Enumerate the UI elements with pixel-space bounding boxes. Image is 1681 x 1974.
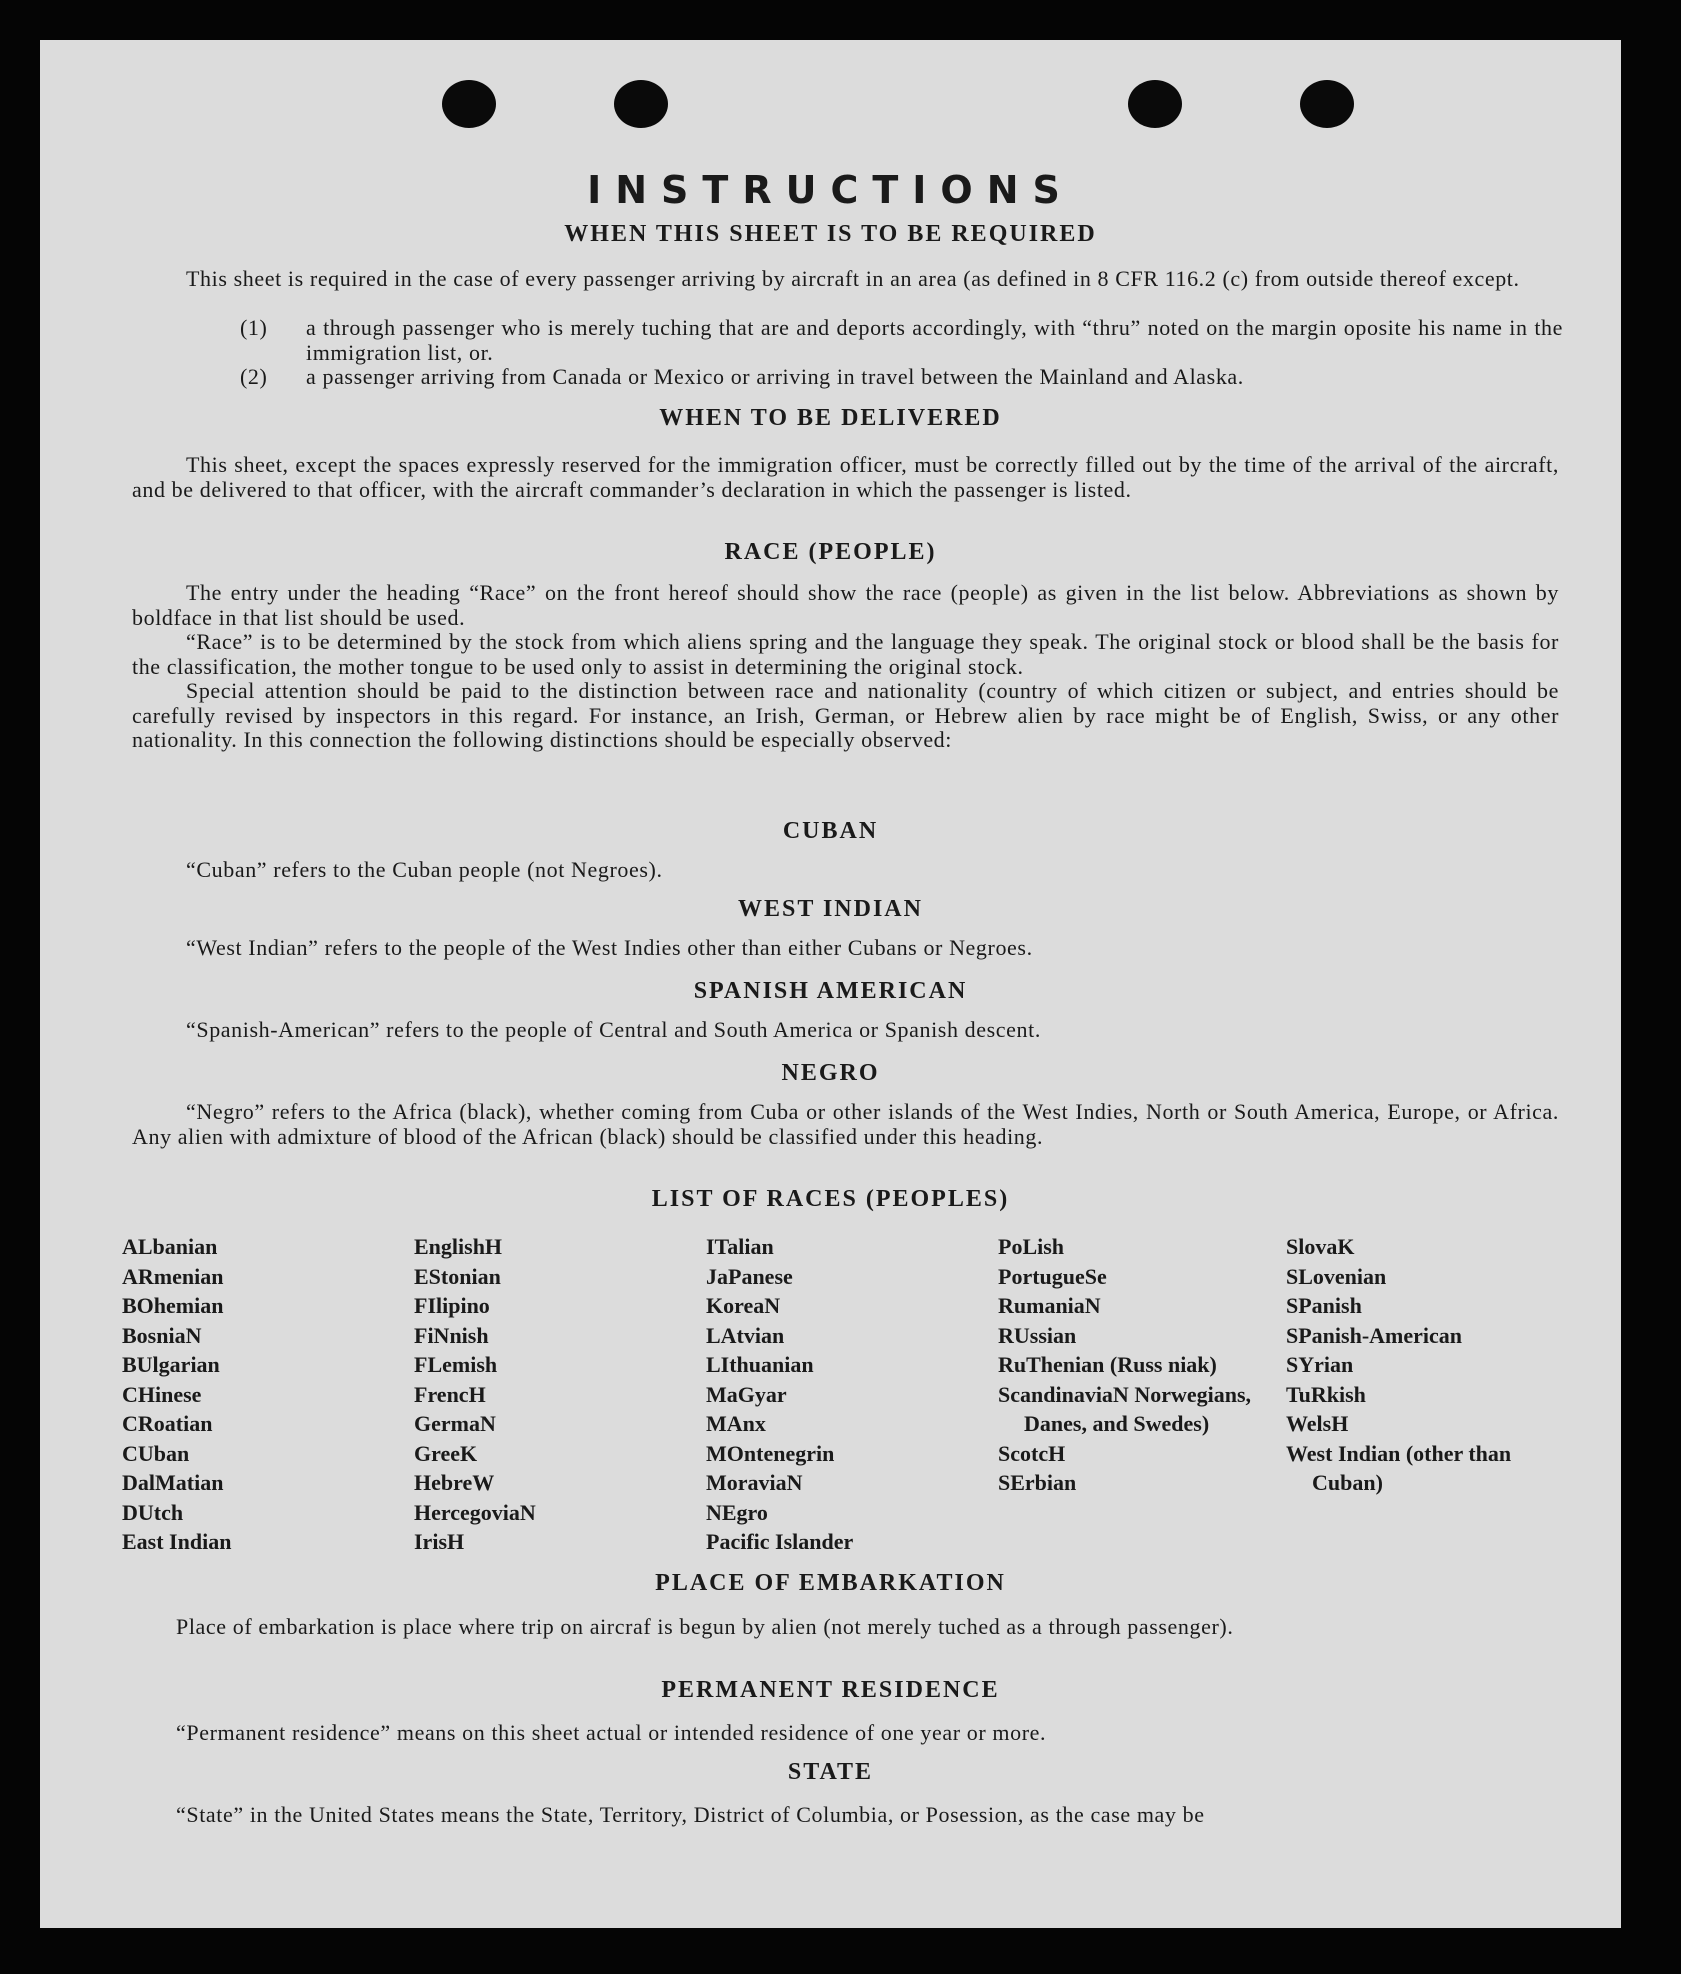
race-entry: SlovaK bbox=[1286, 1234, 1355, 1259]
race-text: The entry under the heading “Race” on the front hereof should show the race (people) as given in the list below. Abbreviations as shown by boldface in that list should be used. “Race” is to be determined by the stock from which aliens spring and the language they speak. The original stock or blood shall be the basis for the classification, the mother tongue to be used only to assist in determining the original stock. Special attention should be paid to the distinction between race and nationality (country of which citizen or subject, and entries should be carefully revised by inspectors in this regard. For instance, an Irish, German, or Hebrew alien by race might be of English, Swiss, or any other nationality. In this connection the following distinctions should be especially observed: bbox=[132, 580, 1559, 752]
residence-text: “Permanent residence” means on this sheet actual or intended residence of one year or more. bbox=[176, 1720, 1047, 1745]
race-entry: MAnx bbox=[706, 1411, 766, 1436]
punch-hole bbox=[1128, 80, 1182, 128]
race-entry: DalMatian bbox=[122, 1470, 224, 1495]
race-entry: ALbanian bbox=[122, 1234, 218, 1259]
race-entry: EnglishH bbox=[414, 1234, 503, 1259]
punch-hole bbox=[442, 80, 496, 128]
delivered-text: This sheet, except the spaces expressly reserved for the immigration officer, must be correctly filled out by the time of the arrival of the aircraft, and be delivered to that officer, with the aircraft commander’s declaration in which the passenger is listed. bbox=[132, 452, 1559, 502]
races-column-1 bbox=[122, 1232, 392, 1557]
race-entry: CRoatian bbox=[122, 1411, 213, 1436]
race-entry: RUssian bbox=[998, 1322, 1077, 1348]
race-entry: CHinese bbox=[122, 1381, 202, 1407]
page-title: INSTRUCTIONS bbox=[587, 168, 1074, 212]
heading-west-indian: WEST INDIAN bbox=[738, 896, 923, 922]
race-entry: East Indian bbox=[122, 1529, 232, 1554]
race-entry: SErbian bbox=[998, 1470, 1077, 1495]
heading-negro: NEGRO bbox=[781, 1060, 880, 1086]
race-entry: JaPanese bbox=[706, 1263, 793, 1289]
race-entry: ScandinaviaN Norwegians, Danes, and Swedes) bbox=[998, 1381, 1252, 1436]
race-entry: EStonian bbox=[414, 1263, 501, 1289]
race-entry: BUlgarian bbox=[122, 1352, 220, 1377]
race-entry: ScotcH bbox=[998, 1440, 1066, 1466]
race-entry: SPanish bbox=[1286, 1293, 1362, 1318]
heading-permanent-residence: PERMANENT RESIDENCE bbox=[661, 1677, 1000, 1703]
west-indian-text: “West Indian” refers to the people of the West Indies other than either Cubans or Negroes. bbox=[186, 935, 1033, 960]
required-intro: This sheet is required in the case of every passenger arriving by aircraft in an area (as defined in 8 CFR 116.2 (c) from outside thereof except. bbox=[186, 266, 1520, 291]
punch-hole bbox=[614, 80, 668, 128]
races-column-2 bbox=[414, 1232, 684, 1557]
spanish-american-text: “Spanish-American” refers to the people of Central and South America or Spanish descent. bbox=[186, 1017, 1041, 1042]
heading-state: STATE bbox=[787, 1759, 874, 1785]
race-entry: LAtvian bbox=[706, 1322, 785, 1348]
race-entry: PortugueSe bbox=[998, 1263, 1107, 1289]
race-entry: IrisH bbox=[414, 1529, 465, 1554]
heading-spanish-american: SPANISH AMERICAN bbox=[693, 978, 968, 1004]
race-entry: HercegoviaN bbox=[414, 1499, 536, 1525]
race-entry: Pacific Islander bbox=[706, 1529, 854, 1554]
heading-list-of-races: LIST OF RACES (PEOPLES) bbox=[651, 1186, 1010, 1212]
race-entry: LIthuanian bbox=[706, 1352, 814, 1377]
heading-race: RACE (PEOPLE) bbox=[724, 539, 937, 565]
race-entry: NEgro bbox=[706, 1499, 768, 1525]
race-entry: KoreaN bbox=[706, 1293, 781, 1318]
race-entry: BosniaN bbox=[122, 1322, 202, 1348]
race-entry: MaGyar bbox=[706, 1381, 787, 1407]
punch-hole bbox=[1300, 80, 1354, 128]
document-page: INSTRUCTIONS WHEN THIS SHEET IS TO BE REQUIRED This sheet is required in the case of every passenger arriving by aircraft in an area (as defined in 8 CFR 116.2 (c) from outside thereof except. (1) a through passenger who is merely tuching that are and deports accordingly, with “thru” noted on the margin oposite his name in the immigration list, or. (2) a passenger arriving from Canada or Mexico or arriving in travel between the Mainland and Alaska. WHEN TO BE DELIVERED This sheet, except the spaces expressly reserved for the immigration officer, must be correctly filled out by the time of the arrival of the aircraft, and be delivered to that officer, with the aircraft commander’s declaration in which the passenger is listed. RACE (PEOPLE) The entry under the heading “Race” on the front hereof should show the race (people) as given in the list below. Abbreviations as shown by boldface in that list should be used. “Race” is to be determined by the stock from which aliens spring and the language they speak. The original stock or blood shall be the basis for the classification, the mother tongue to be used only to assist in determining the original stock. Special attention should be paid to the distinction between race and nationality (country of which citizen or subject, and entries should be carefully revised by inspectors in this regard. For instance, an Irish, German, or Hebrew alien by race might be of English, Swiss, or any other nationality. In this connection the following distinctions should be especially observed: CUBAN “Cuban” refers to the Cuban people (not Negroes). WEST INDIAN “West Indian” refers to the people of the West Indies other than either Cubans or Negroes. SPANISH AMERICAN “Spanish-American” refers to the people of Central and South America or Spanish descent. NEGRO “Negro” refers to the Africa (black), whether coming from Cuba or other islands of the West Indies, North or South America, Europe, or Africa. Any alien with admixture of blood of the African (black) should be classified under this heading. LIST OF RACES (PEOPLES) ALbanian ARmenian BOhemian BosniaN BUlgarian CHinese CRoatian CUban DalMatian DUtch East Indian EnglishH EStonian FIlipino FiNnish FLemish FrencH GermaN GreeK HebreW HercegoviaN IrisH ITalian JaPanese KoreaN LAtvian LIthuanian MaGyar MAnx MOntenegrin MoraviaN NEgro Pacific Islander PoLish PortugueSe RumaniaN RUssian RuThenian (Russ niak) ScandinaviaN Norwegians, Danes, and Swedes) ScotcH SErbian SlovaK SLovenian SPanish SPanish-American SYrian TuRkish WelsH West Indian (other than Cuban) PLACE OF EMBARKATION Place of embarkation is place where trip on aircraf is begun by alien (not merely tuched as a through passenger). PERMANENT RESIDENCE “Permanent residence” means on this sheet actual or intended residence of one year or more. STATE “State” in the United States means the State, Territory, District of Columbia, or Posession, as the case may be bbox=[40, 40, 1621, 1928]
races-column-3 bbox=[706, 1232, 986, 1557]
race-entry: FiNnish bbox=[414, 1322, 489, 1348]
race-entry: FLemish bbox=[414, 1352, 498, 1377]
race-entry: GermaN bbox=[414, 1411, 496, 1436]
race-entry: West Indian (other than Cuban) bbox=[1286, 1440, 1512, 1495]
races-column-5 bbox=[1286, 1232, 1546, 1498]
race-entry: FIlipino bbox=[414, 1293, 490, 1318]
race-entry: CUban bbox=[122, 1440, 190, 1466]
heading-cuban: CUBAN bbox=[782, 818, 879, 844]
race-entry: DUtch bbox=[122, 1499, 184, 1525]
race-entry: WelsH bbox=[1286, 1411, 1349, 1436]
race-entry: ARmenian bbox=[122, 1263, 224, 1289]
race-entry: TuRkish bbox=[1286, 1381, 1366, 1407]
heading-when-required: WHEN THIS SHEET IS TO BE REQUIRED bbox=[564, 221, 1097, 247]
race-entry: HebreW bbox=[414, 1470, 495, 1495]
races-column-4 bbox=[998, 1232, 1260, 1498]
race-entry: ITalian bbox=[706, 1234, 774, 1259]
heading-when-delivered: WHEN TO BE DELIVERED bbox=[659, 405, 1002, 431]
state-text: “State” in the United States means the State, Territory, District of Columbia, or Posession, as the case may be bbox=[176, 1802, 1205, 1827]
cuban-text: “Cuban” refers to the Cuban people (not Negroes). bbox=[186, 857, 663, 882]
race-entry: FrencH bbox=[414, 1381, 486, 1407]
race-entry: SYrian bbox=[1286, 1352, 1354, 1377]
negro-text: “Negro” refers to the Africa (black), whether coming from Cuba or other islands of the West Indies, North or South America, Europe, or Africa. Any alien with admixture of blood of the African (black) should be classified under this heading. bbox=[132, 1099, 1559, 1149]
race-entry: RuThenian (Russ niak) bbox=[998, 1352, 1217, 1377]
race-entry: SLovenian bbox=[1286, 1263, 1387, 1289]
embarkation-text: Place of embarkation is place where trip on aircraf is begun by alien (not merely tuched as a through passenger). bbox=[176, 1614, 1234, 1639]
race-entry: GreeK bbox=[414, 1440, 478, 1466]
race-entry: RumaniaN bbox=[998, 1293, 1101, 1318]
race-entry: BOhemian bbox=[122, 1293, 224, 1318]
race-entry: SPanish-American bbox=[1286, 1322, 1462, 1348]
race-entry: MOntenegrin bbox=[706, 1440, 835, 1466]
race-entry: MoraviaN bbox=[706, 1470, 803, 1495]
race-entry: PoLish bbox=[998, 1234, 1065, 1259]
heading-embarkation: PLACE OF EMBARKATION bbox=[655, 1570, 1006, 1596]
